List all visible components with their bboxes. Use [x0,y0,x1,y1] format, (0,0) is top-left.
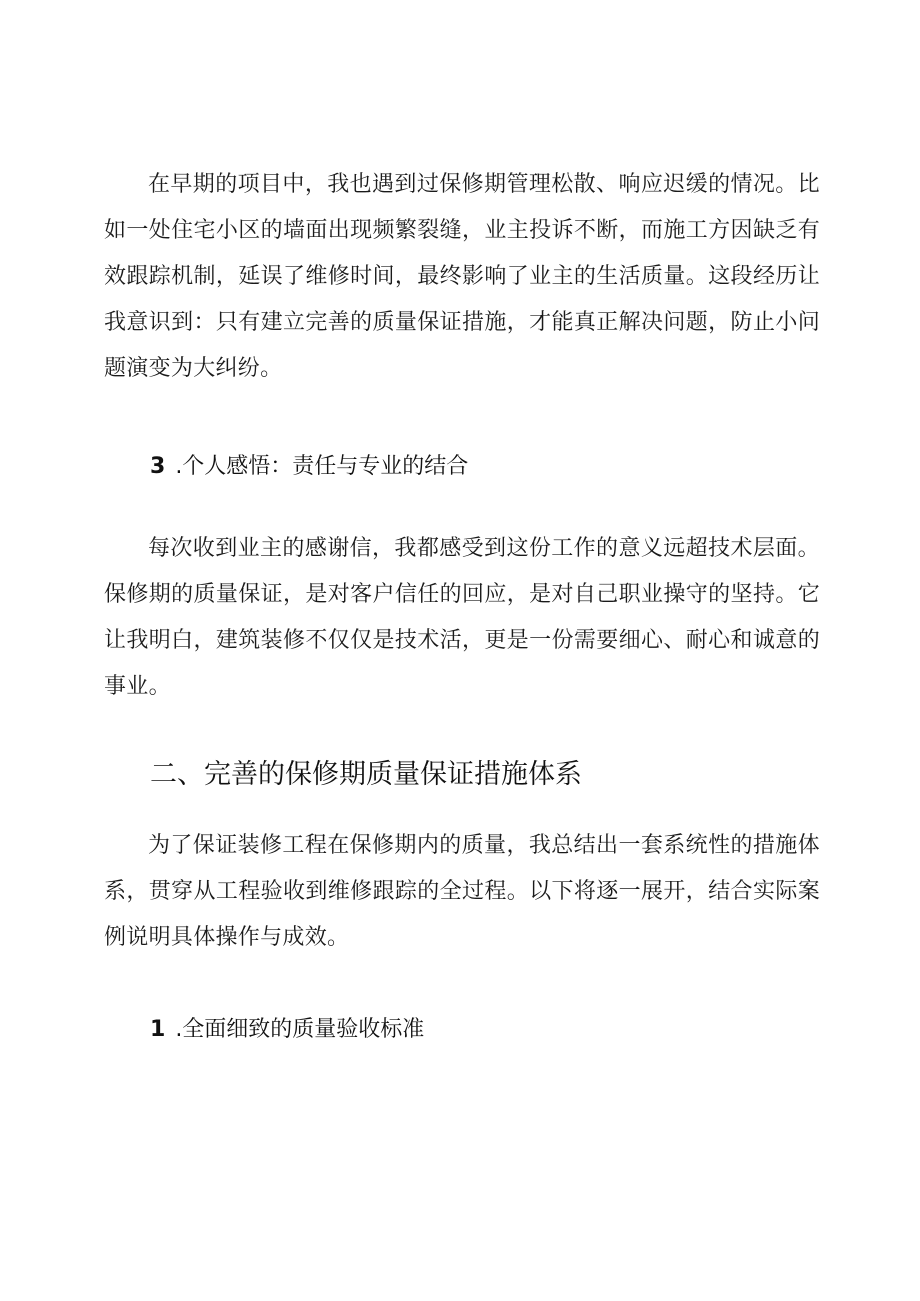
paragraph-early-project-experience: 在早期的项目中，我也遇到过保修期管理松散、响应迟缓的情况。比如一处住宅小区的墙面出现频繁裂缝，业主投诉不断，而施工方因缺乏有效跟踪机制，延误了维修时间，最终影响了业主的生活质量。这段经历让我意识到：只有建立完善的质量保证措施，才能真正解决问题，防止小问题演变为大纠纷。 [104,172,820,381]
paragraph-system-intro: 为了保证装修工程在保修期内的质量，我总结出一套系统性的措施体系，贯穿从工程验收到维修跟踪的全过程。以下将逐一展开，结合实际案例说明具体操作与成效。 [104,833,820,950]
section-heading-personal-insight [150,452,468,482]
paragraph-personal-insight: 每次收到业主的感谢信，我都感受到这份工作的意义远超技术层面。保修期的质量保证，是对客户信任的回应，是对自己职业操守的坚持。它让我明白，建筑装修不仅仅是技术活，更是一份需要细心、耐心和诚意的事业。 [104,536,820,699]
chapter-heading-quality-system: 二、完善的保修期质量保证措施体系 [150,759,582,790]
section-number: 1 [150,1017,166,1042]
section-title: .个人感悟：责任与专业的结合 [175,454,469,479]
section-number: 3 [150,454,166,479]
section-title: .全面细致的质量验收标准 [175,1017,425,1042]
section-heading-acceptance-standards [150,1015,424,1045]
